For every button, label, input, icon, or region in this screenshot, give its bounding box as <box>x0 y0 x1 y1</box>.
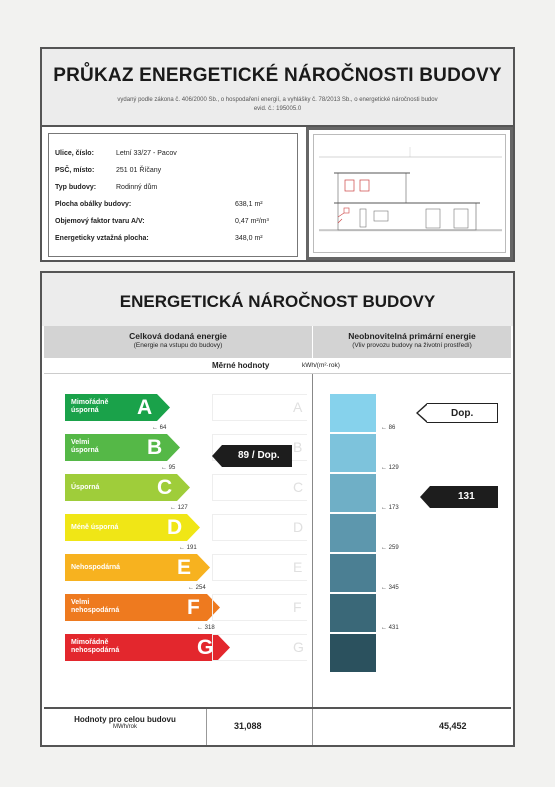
delivered-energy-scale <box>44 374 312 707</box>
primary-energy-bar-segment <box>330 394 376 432</box>
building-info-box <box>48 133 298 257</box>
info-building-type: Typ budovy: Rodinný dům <box>55 184 158 191</box>
energy-class-label: Méně úsporná <box>71 524 119 531</box>
result-class-slot-d <box>212 514 307 541</box>
result-class-slot-a <box>212 394 307 421</box>
primary-energy-bar-segment <box>330 434 376 472</box>
energy-class-label-line2: úsporná <box>71 407 99 414</box>
delivered-energy-boundary-value: 191 <box>186 545 197 551</box>
primary-energy-boundary-tick: ← 431 <box>381 625 399 631</box>
energy-class-letter: A <box>137 396 153 419</box>
energy-class-c-arrow <box>65 474 190 501</box>
energy-class-label-line2: nehospodárná <box>71 607 120 614</box>
primary-energy-scale <box>313 374 511 707</box>
primary-energy-bar-segment <box>330 514 376 552</box>
delivered-energy-boundary-value: 127 <box>177 505 188 511</box>
certificate-title-bar <box>42 49 513 127</box>
primary-energy-boundary-value: 431 <box>388 625 399 631</box>
primary-energy-bar-segment <box>330 554 376 592</box>
result-class-slot-letter: D <box>293 519 304 535</box>
primary-energy-boundary-value: 173 <box>388 505 399 511</box>
delivered-energy-boundary-tick: ← 318 <box>197 625 215 631</box>
result-class-slot-e <box>212 554 307 581</box>
energy-class-label: Velmi <box>71 599 90 606</box>
energy-class-label: Velmi <box>71 439 90 446</box>
whole-building-primary-energy: 45,452 <box>439 721 467 731</box>
primary-energy-marker: 131 <box>430 486 498 508</box>
delivered-energy-boundary-value: 254 <box>195 585 206 591</box>
primary-energy-bar-segment <box>330 474 376 512</box>
certificate-subtitle: vydaný podle zákona č. 406/2000 Sb., o hospodaření energií, a vyhlášky č. 78/2013 Sb., o energetické náročnosti budov evid. č.: 195005.0 <box>117 97 438 112</box>
primary-energy-requirement-marker: Dop. <box>427 403 498 423</box>
primary-energy-boundary-tick: ← 345 <box>381 585 399 591</box>
result-class-slot-letter: C <box>293 479 304 495</box>
delivered-energy-boundary-value: 95 <box>168 465 176 471</box>
energy-class-label-line2: nehospodárná <box>71 647 120 654</box>
delivered-energy-boundary-value: 64 <box>159 425 167 431</box>
primary-energy-boundary-value: 345 <box>388 585 399 591</box>
energy-class-label: Mimořádně <box>71 639 109 646</box>
specific-values-label: Měrné hodnoty <box>212 361 270 370</box>
evidence-number: evid. č.: 195005.0 <box>253 106 302 112</box>
energy-class-letter: G <box>197 636 214 659</box>
primary-energy-boundary-value: 259 <box>388 545 399 551</box>
info-envelope-area: Plocha obálky budovy: 638,1 m² <box>55 201 263 208</box>
delivered-energy-boundary-tick: ← 127 <box>170 505 188 511</box>
footer-divider <box>312 709 313 745</box>
primary-energy-boundary-value: 86 <box>388 425 396 431</box>
energy-class-g-arrow <box>65 634 230 661</box>
result-class-slot-letter: F <box>293 599 302 615</box>
energy-class-a-arrow <box>65 394 170 421</box>
primary-energy-header: Neobnovitelná primární energie (Vliv provozu budovy na životní prostředí) <box>313 326 511 358</box>
energy-class-b-arrow <box>65 434 180 461</box>
delivered-energy-boundary-tick: ← 191 <box>179 545 197 551</box>
energy-class-letter: C <box>157 476 173 499</box>
energy-class-label: Mimořádně <box>71 399 109 406</box>
info-street: Ulice, číslo: Letní 33/27 - Pacov <box>55 150 177 157</box>
certificate-title: PRŮKAZ ENERGETICKÉ NÁROČNOSTI BUDOVY <box>53 65 502 86</box>
delivered-energy-boundary-tick: ← 64 <box>152 425 167 431</box>
primary-energy-boundary-tick: ← 259 <box>381 545 399 551</box>
result-class-slot-letter: G <box>293 639 304 655</box>
info-psc: PSČ, místo: 251 01 Říčany <box>55 167 162 174</box>
energy-title: ENERGETICKÁ NÁROČNOST BUDOVY <box>42 273 513 326</box>
result-class-slot-c <box>212 474 307 501</box>
whole-building-delivered-energy: 31,088 <box>234 721 262 731</box>
whole-building-label: Hodnoty pro celou budovu MWh/rok <box>44 709 207 745</box>
info-reference-area: Energeticky vztažná plocha: 348,0 m² <box>55 235 263 242</box>
delivered-energy-marker: 89 / Dop. <box>222 445 292 467</box>
delivered-energy-boundary-tick: ← 254 <box>188 585 206 591</box>
result-class-slot-g <box>212 634 307 661</box>
primary-energy-boundary-tick: ← 86 <box>381 425 396 431</box>
energy-class-letter: E <box>177 556 192 579</box>
energy-performance-panel <box>40 271 515 747</box>
info-shape-factor: Objemový faktor tvaru A/V: 0,47 m²/m³ <box>55 218 269 225</box>
delivered-energy-boundary-tick: ← 95 <box>161 465 176 471</box>
primary-energy-bar-segment <box>330 634 376 672</box>
energy-class-f-arrow <box>65 594 220 621</box>
primary-energy-boundary-value: 129 <box>388 465 399 471</box>
energy-class-label-line2: úsporná <box>71 447 99 454</box>
building-drawing <box>313 134 506 253</box>
result-class-slot-f <box>212 594 307 621</box>
whole-building-values-row <box>44 707 511 745</box>
energy-class-d-arrow <box>65 514 200 541</box>
building-drawing-frame <box>306 127 513 260</box>
primary-energy-bar-segment <box>330 594 376 632</box>
result-class-slot-letter: A <box>293 399 303 415</box>
certificate-header-panel <box>40 47 515 262</box>
house-elevation-drawing <box>314 135 507 254</box>
result-class-slot-letter: B <box>293 439 303 455</box>
energy-class-e-arrow <box>65 554 210 581</box>
energy-class-letter: F <box>187 596 200 619</box>
result-class-slot-letter: E <box>293 559 303 575</box>
delivered-energy-boundary-value: 318 <box>204 625 215 631</box>
delivered-energy-header: Celková dodaná energie (Energie na vstupu do budovy) <box>44 326 312 358</box>
energy-class-letter: D <box>167 516 183 539</box>
energy-class-label: Úsporná <box>71 484 100 491</box>
unit-label: kWh/(m²·rok) <box>302 362 340 369</box>
energy-class-letter: B <box>147 436 163 459</box>
primary-energy-boundary-tick: ← 173 <box>381 505 399 511</box>
energy-class-label: Nehospodárná <box>71 564 121 571</box>
specific-values-row <box>44 358 511 374</box>
primary-energy-boundary-tick: ← 129 <box>381 465 399 471</box>
